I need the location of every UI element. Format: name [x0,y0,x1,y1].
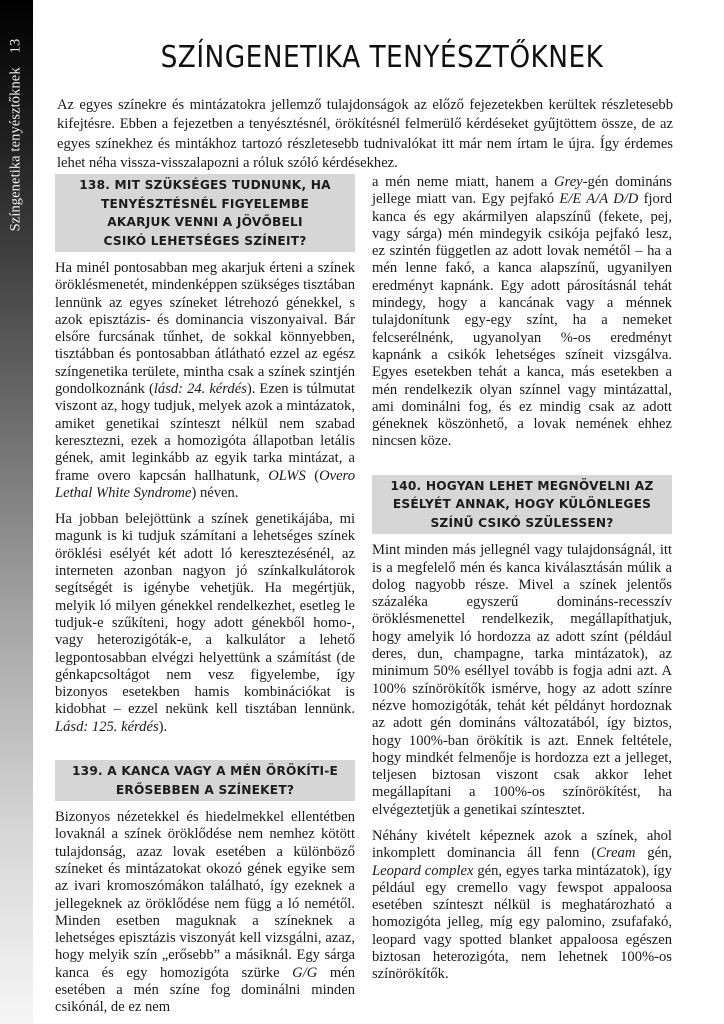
question-138-paragraph-2 [55,511,355,736]
text-run: -gén domináns jellege miatt van. Egy pejfakó [372,174,672,208]
text-run: mén esetében a mén színe fog dominálni minden csikónál, de ez nem [55,964,356,1016]
heading-line: AKARJUK VENNI A JÖVŐBELI [107,215,303,229]
page-number: 13 [7,38,24,54]
question-140-heading [372,475,672,535]
text-run: gén, egyes tarka mintázatok), így például egy cremello vagy fewspot appaloosa esetében színteszt nélkül is meghatározható a homozigóta jelleg, míg egy palomino, zsufafakó, leopard vagy spotted blanket appaloosa egészen biztosan heterozigóta, nem lehetnek 100%-os színörökítők. [372,862,672,983]
running-header [0,0,33,270]
term-leopard-complex: Leopard complex [372,862,474,879]
genotype-gg: G/G [292,964,318,981]
text-run: ( [305,467,320,484]
text-run: ). [158,718,168,735]
heading-line: CSIKÓ LEHETSÉGES SZÍNEIT? [103,233,307,248]
question-138-paragraph-1 [55,260,355,502]
question-140-paragraph-1: Mint minden más jellegnél vagy tulajdonságnál, itt is a megfelelő mén és kanca kiválasztásán múlik a dolog nagyobb része. Mivel a színek jelentős százaléka egyszerű domináns-recesszív öröklésmenettel rendelkezik, megállapíthatjuk, hogy amelyik ló hordozza az adott színt (például deres, dun, champagne, tarka mintázatok), az minimum 50% eséllyel tovább is fogja adni azt. A 100% színörökítők ismérve, hogy az adott színre nézve homozigóták, tehát két példányt hordoznak az adott gén domináns változatából, így biztos, hogy 100%-ban örökítik is azt. Ennek feltétele, hogy mindkét felmenője is hordozza ezt a jelleget, teljesen biztosan viszont csak akkor lehet megállapítani a 100%-os színörökítést, ha elvégeztetjük a genetikai színtesztet. [372,542,672,818]
question-140-paragraph-2 [372,828,672,984]
text-run: fjord kanca és egy akármilyen alapszínű (fekete, pej, vagy sárga) mén mindegyik csikója pejfakó lesz, ez szintén független az adott lovak nemétől – ha a mén lenne fakó, a kanca alapszínű, ugyanilyen eredményt kapnánk. Egy adott párosításnál tehát mindegy, hogy a kancának vagy a ménnek tulajdonítunk egy-egy színt, ha a nemeket felcserélnénk, ugyanolyan %-os eredményt kapnánk a csikók lehetséges színeit vizsgálva. Egyes esetekben tehát a kanca, más esetekben a mén rendelkezik olyan színnel vagy mintázattal, ami dominálni fog, és ez mindig csak az adott géneknek köszönhető, a lovak nemének ehhez nincsen köze. [372,191,672,450]
text-run: Néhány kivételt képeznek azok a színek, ahol inkomplett dominancia áll fenn ( [372,828,672,862]
left-column [55,174,355,1017]
cross-reference: lásd: 24. kérdés [153,381,247,398]
term-olws: OLWS [268,467,306,484]
heading-line: TENYÉSZTÉSNÉL FIGYELEMBE [101,196,309,211]
intro-paragraph: Az egyes színekre és mintázatokra jellemző tulajdonságok az előző fejezetekben kerültek részletesebb kifejtésre. Ebben a fejezetben a tenyésztésnél, örökítésnél felmerülő kérdéseket gyűjtöttem össze, de az egyes színekhez és mintákhoz tartozó részletesebb tudnivalókat itt már nem írtam le újra. Így érdemes lehet néha vissza-visszalapozni a róluk szóló kérdésekhez. [57,97,673,171]
text-run: ). Ezen is túlmutat viszont az, hogy tudjuk, melyek azok a mintázatok, amiket genetikai színteszt nélkül nem szabad keresztezni, ezek a homozigóta állapotban letális gének, amit leginkább az egyik tarka mintázat, a frame overo kapcsán hallhatunk, [55,381,355,484]
heading-line: ERŐSEBBEN A SZÍNEKET? [115,782,295,797]
question-139-heading [55,760,355,801]
question-139-paragraph-1-part-2 [372,174,672,451]
running-header-text [8,39,25,232]
text-run: Bizonyos nézetekkel és hiedelmekkel ellentétben lovaknál a színek öröklődése nem nemhez kötött tulajdonság, azaz lovak esetében a különböző színeket és mintázatokat okozó gének egyike sem az ivari kromoszómákon található, így ezeknek a jellegeknek az öröklődése nem függ a ló nemétől. Minden esetben maguknak a színeknek a lehetséges episztázis viszonyát kell vizsgálni, azaz, hogy melyik szín „erősebb” a másiknál. Egy sárga kanca és egy homozigóta szürke [55,809,355,981]
term-olws-full: Overo Lethal White Syndrome [55,467,355,501]
genotype-fjord: E/E A/A D/D [559,191,639,208]
running-title: Színgenetika tenyésztőknek [7,67,24,232]
cross-reference: Lásd: 125. kérdés [55,718,159,735]
text-run: Ha jobban belejöttünk a színek genetikájába, mi magunk is ki tudjuk számítani a lehetséges színek öröklési esélyét két adott ló keresztezésénél, az interneten azonban nagyon jó színkalkulátorok segítségét is igénybe vehetjük. Ha megértjük, melyik ló milyen génekkel rendelkezhet, esetleg le tudjuk-e szűkíteni, hogy adott génekből homo-, vagy heterozigóták-e, a kalkulátor a lehető legpontosabban elvégzi helyettünk a számítást (de génkapcsoltágot nem vesz figyelembe, így bizonyos esetekben hamis kombinációkat is kidobhat – ezzel nekünk kell tisztában lennünk. [55,511,355,718]
heading-line: SZÍNŰ CSIKÓ SZÜLESSEN? [430,515,614,530]
term-cream: Cream [596,845,636,862]
text-run: Ha minél pontosabban meg akarjuk érteni a színek öröklésmenetét, mindenképpen szükséges tisztában lennünk az egyes színeket létrehozó génekkel, s azok episztázis- és dominancia viszonyaival. Bár elsőre furcsának tűnhet, de sokkal könnyebben, tisztábban és pontosabban átlátható ezzel az egész színgenetika területe, mintha csak a színek szintjén gondolkoznánk ( [55,260,355,398]
text-run: a mén neme miatt, hanem a [372,174,555,190]
question-138-heading [55,174,355,252]
heading-line: 138. MIT SZÜKSÉGES TUDNUNK, HA [79,178,331,192]
page-title: SZÍNGENETIKA TENYÉSZTŐKNEK [160,40,604,75]
term-grey: Grey [554,174,583,190]
question-139-paragraph-1-part-1 [55,809,355,1017]
text-run: gén, [635,845,672,862]
right-column [372,174,672,984]
heading-line: 139. A KANCA VAGY A MÉN ÖRÖKÍTI-E [71,764,338,779]
text-run: ) néven. [191,484,239,501]
heading-line: 140. HOGYAN LEHET MEGNÖVELNI AZ [390,478,654,493]
heading-line: ESÉLYÉT ANNAK, HOGY KÜLÖNLEGES [392,497,652,512]
